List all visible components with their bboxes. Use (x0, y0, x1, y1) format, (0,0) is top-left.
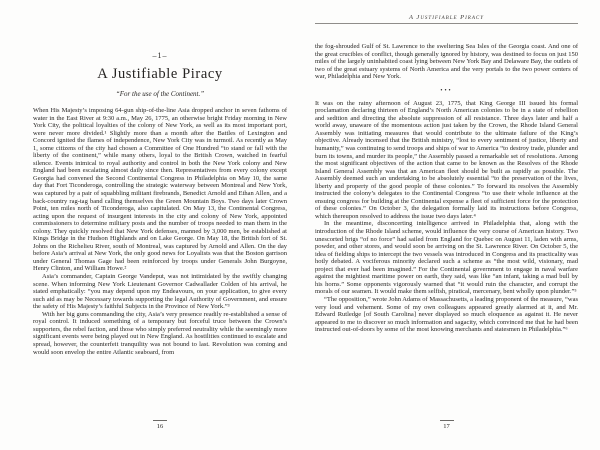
paragraph: Asia’s commander, Captain George Vandeput, was not intimidated by the swiftly changing scene. When informing New York Lieutenant Governor Cadwallader Colden of his arrival, he stated emphatically: “you may depend upon my Endeavours, on your application, to give every such aid as may be Necessary towards supporting the legal Authority of Government, and ensure the safety of His Majesty’s faithful Subjects in the Province of New York.”³ (33, 273, 287, 311)
paragraph: In the meantime, disconcerting intelligence arrived in Philadelphia that, along with the introduction of the Rhode Island scheme, would influence the very course of American history. Two unescorted brigs “of no force” had sailed from England for Quebec on August 11, laden with arms, powder, and other stores, and would soon be arriving on the St. Lawrence River. On October 5, the idea of fielding ships to intercept the two vessels was introduced in Congress and its practicality was hotly debated. A vociferous minority declared such a scheme as “the most wild, visionary, mad project that ever had been imagined.” For the Continental government to engage in naval warfare against the mightiest maritime power on earth, they said, was like “an infant, taking a mad bull by his horns.” Some opponents vigorously warned that “it would ruin the character, and corrupt the morals of our seamen. It would make them selfish, piratical, mercenary, bent wholly upon plunder.”⁵ (315, 220, 578, 296)
chapter-epigraph: “For the use of the Continent.” (115, 90, 205, 98)
right-page-footer (315, 415, 578, 433)
page-right (315, 0, 578, 450)
left-page-footer (33, 415, 287, 433)
page-number-left: 16 (153, 420, 167, 430)
section-divider: ••• (440, 87, 453, 94)
right-page-body-bottom (315, 100, 578, 334)
page-left (33, 0, 287, 450)
chapter-title: A Justifiable Piracy (97, 66, 223, 82)
running-header-rule (315, 23, 578, 24)
running-header: A Justifiable Piracy (408, 14, 485, 21)
paragraph: “The opposition,” wrote John Adams of Massachusetts, a leading proponent of the measure, “was very loud and vehement. Some of my own colleagues appeared greatly alarmed at it, and Mr. Edward Rutledge [of South Carolina] never displayed so much eloquence as against it. He never appeared to me to discover so much information and sagacity, which convinced me that he had been instructed out-of-doors by some of the most knowing merchants and statesmen in Philadelphia.”⁶ (315, 295, 578, 334)
paragraph: When His Majesty’s imposing 64-gun ship-of-the-line Asia dropped anchor in seven fathoms of water in the East River at 9:30 a.m., May 26, 1775, an otherwise bright Friday morning in New York City, the political loyalties of the colony of New York, as well as its most important port, were never more divided.¹ Slightly more than a month after the Battles of Lexington and Concord ignited the flames of independence, New York City was in turmoil. As recently as May 1, some citizens of the city had chosen a Committee of One Hundred “to stand or fall with the liberty of the continent,” while many others, loyal to the British Crown, watched in fearful silence. Events inimical to royal authority and control in both the New York colony and New England had been escalating almost daily since then. Representatives from every colony except Georgia had convened the Second Continental Congress in Philadelphia on May 10, the same day that Fort Ticonderoga, controlling the strategic waterway between Montreal and New York, was captured by a pair of squabbling militant firebrands, Benedict Arnold and Ethan Allen, and a back-country rag-tag band calling themselves the Green Mountain Boys. Two days later Crown Point, ten miles north of Ticonderoga, also capitulated. On May 13, the Continental Congress, acting upon the request of insurgent interests in the city and colony of New York, appointed commissioners to determine military posts and the number of troops needed to man them in the colony. They quickly resolved that New York defenses, manned by 3,000 men, be established at Kings Bridge in the Hudson Highlands and on Lake George. On May 18, the British fort of St. Johns on the Richelieu River, south of Montreal, was captured by Arnold and Allen. On the day before Asia’s arrival at New York, the only good news for Loyalists was that the Boston garrison under General Thomas Gage had been reinforced by troops under Generals John Burgoyne, Henry Clinton, and William Howe.² (33, 107, 287, 273)
paragraph: It was on the rainy afternoon of August 23, 1775, that King George III issued his formal proclamation declaring thirteen of England’s North American colonies to be in a state of rebellion and sedition and directing the absolute suppression of all resistance. Three days later and half a world away, unaware of the momentous action just taken by the Crown, the Rhode Island General Assembly was initiating measures that would contribute to the ultimate failure of the King’s objective. Already incensed that the British ministry, “lost to every sentiment of justice, liberty and humanity,” was continuing to send troops and ships of war to America “to destroy trade, plunder and burn its towns, and murder its people,” the Assembly passed a remarkable set of resolutions. Among the most significant objectives of the action that came to be known as the Resolves of the Rhode Island General Assembly was that an American fleet should be built as rapidly as possible. The Assembly deemed such an undertaking to be absolutely essential “to the preservation of the lives, liberty and property of the good people of these colonies.” To forward its resolves the Assembly instructed the colony’s delegates to the Continental Congress “to use their whole influence at the ensuing congress for building at the Continental expense a fleet of sufficient force for the protection of these colonies.” On October 3, the delegation formally laid its instructions before Congress, which thereupon resolved to address the issue two days later.⁴ (315, 99, 578, 220)
left-page-body (33, 107, 287, 356)
paragraph: the fog-shrouded Gulf of St. Lawrence to the sweltering Sea Isles of the Georgia coast. And one of the great crucibles of conflict, though generally ignored by history, was destined to focus on just 150 miles of the largely uninhabited coast lying between New York Bay and Delaware Bay, the outlets of two of the great estuary systems of North America and the very portals to the two power centers of war, Philadelphia and New York. (315, 43, 578, 81)
paragraph: With her big guns commanding the city, Asia’s very presence readily re-established a sense of royal control. It induced something of a temporary but forceful truce between the Crown’s supporters, the rebel faction, and those who simply preferred neutrality while the seemingly more significant events were being played out in New England. As hostilities continued to escalate and spread, however, the counterfeit tranquility was not bound to last. Revolution was coming and would soon envelop the entire Atlantic seaboard, from (33, 310, 287, 356)
right-page-body-top (315, 43, 578, 81)
chapter-number: –1– (152, 51, 168, 60)
page-number-right: 17 (440, 420, 454, 430)
